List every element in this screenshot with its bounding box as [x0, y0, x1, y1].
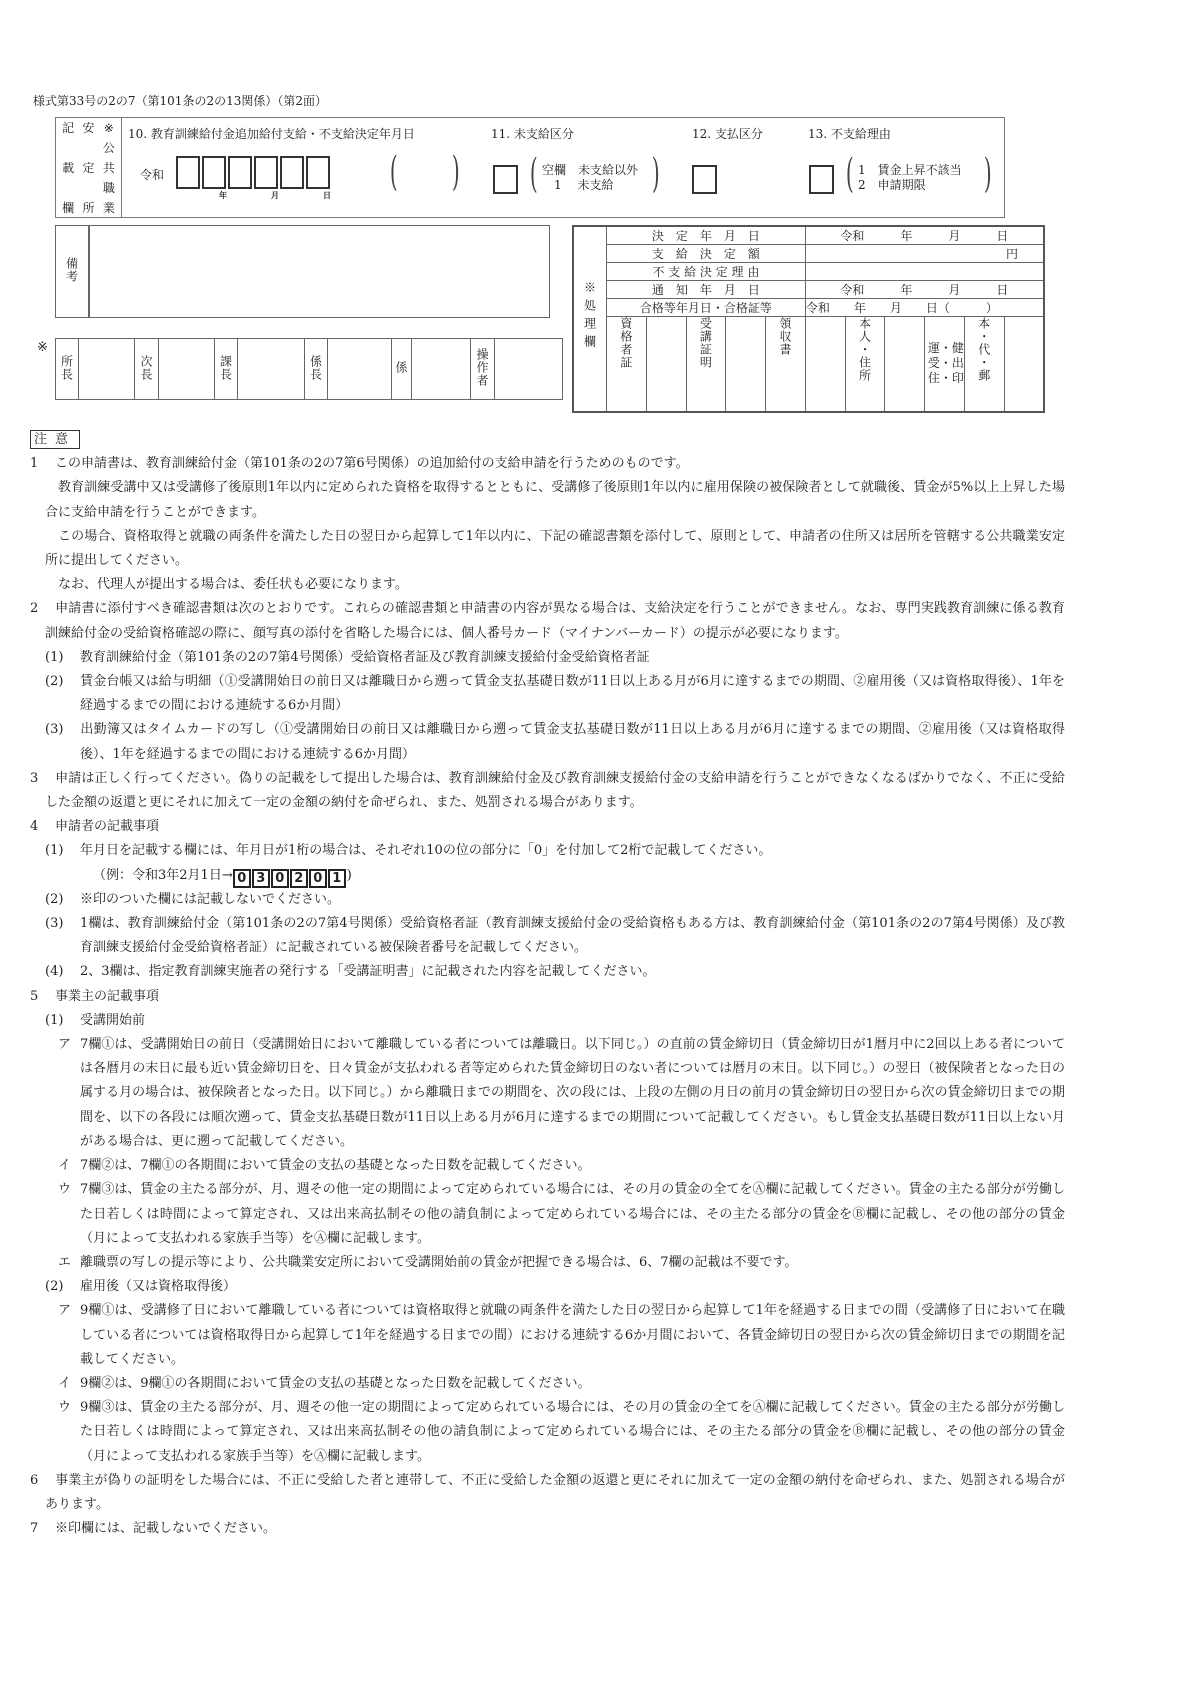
note-item [30, 1154, 1065, 1178]
note-number: 2 [30, 601, 39, 617]
processing-check-text: 受講証明 [698, 317, 713, 369]
side-label-char: 載 [62, 160, 75, 175]
open-paren: ( [845, 151, 854, 197]
processing-row [573, 299, 1044, 317]
staff-stamp-cell[interactable] [238, 339, 305, 400]
example-digit-box: 0 [271, 869, 289, 888]
form-title: 様式第33号の2の7（第101条の2の13関係）（第2面） [33, 94, 327, 108]
note-item [30, 718, 1065, 766]
processing-check-text: 資格者証 [618, 317, 633, 369]
close-paren: ) [451, 149, 460, 195]
note-text: ※印欄には、記載しないでください。 [55, 1521, 277, 1537]
note-number: 4 [30, 819, 39, 835]
note-number: イ [58, 1158, 72, 1174]
processing-row-value[interactable]: 令和 年 月 日 [805, 226, 1044, 245]
era-label: 令和 [140, 168, 165, 182]
note-text: （例：令和3年2月1日→ [93, 867, 233, 883]
note-number: (1) [45, 649, 64, 665]
note-text: 教育訓練受講中又は受講修了後原則1年以内に定められた資格を取得するとともに、受講修了後原則1年以内に雇用保険の被保険者として就職後、賃金が5%以上上昇した場合に支給申請を行うことができます。 [45, 480, 1065, 520]
note-text: 離職票の写しの提示等により、公共職業安定所において受講開始前の賃金が把握できる場合は、6、7欄の記載は不要です。 [80, 1254, 798, 1270]
processing-row [573, 263, 1044, 281]
processing-method-options: 運・健 受・出 住・印 [925, 317, 965, 412]
field-10-label: 10. 教育訓練給付金追加給付支給・不支給決定年月日 [128, 127, 415, 141]
note-text: 事業主の記載事項 [55, 988, 160, 1004]
processing-row-value[interactable]: 円 [805, 245, 1044, 263]
field-12-label: 12. 支払区分 [692, 127, 763, 141]
processing-row-label: 不 支 給 決 定 理 由 [607, 263, 806, 281]
note-number: 3 [30, 770, 39, 786]
office-use-box [55, 117, 1005, 218]
side-label-char: 職 [102, 180, 115, 195]
processing-row-value[interactable]: 令和 年 月 日（ ） [805, 299, 1044, 317]
processing-row-label: 通 知 年 月 日 [607, 281, 806, 299]
office-use-side-label [56, 118, 122, 217]
note-item [30, 525, 1065, 573]
note-text: 7欄②は、7欄①の各期間において賃金の支払の基礎となった日数を記載してください。 [80, 1158, 591, 1174]
asterisk-mark: ※ [37, 340, 48, 355]
close-paren: ) [983, 151, 992, 197]
note-text: 9欄①は、受講修了日において離職している者については資格取得と就職の両条件を満たした日の翌日から起算して1年を経過する日までの間（受講修了日において在職している者については資格取得日から起算して1年を経過する日までの間）における連続する6か月間において、各賃金締切日の翌日から次の賃金締切日までの期間を記載してください。 [80, 1303, 1065, 1367]
note-text: 賃金台帳又は給与明細（①受講開始日の前日又は離職日から遡って賃金支払基礎日数が11日以上ある月が6月に達するまでの期間、②雇用後（又は資格取得後）、1年を経過するまでの間における連続する6か月間） [80, 674, 1065, 714]
note-item [30, 1033, 1065, 1154]
note-text: 9欄③は、賃金の主たる部分が、月、週その他一定の期間によって定められている場合には、その月の賃金の全てをⒶ欄に記載してください。賃金の主たる部分が労働した日若しくは時間によって算定され、又は出来高払制その他の請負制によって定められている場合には、その主たる部分の賃金をⒷ欄に記載し、その他の部分の賃金（月によって支払われる家族手当等）をⒶ欄に記載します。 [80, 1400, 1066, 1464]
note-text: ※印のついた欄には記載しないでください。 [80, 891, 341, 907]
note-number: 5 [30, 988, 39, 1004]
note-item [30, 1396, 1065, 1469]
remarks-field[interactable] [89, 226, 550, 318]
notes-section [30, 428, 1065, 1541]
note-item [30, 1517, 1065, 1541]
example-digit-box: 0 [233, 869, 251, 888]
staff-role-text: 操作者 [475, 348, 489, 387]
staff-stamp-cell[interactable] [412, 339, 471, 400]
staff-role-label [471, 339, 495, 400]
staff-stamp-cell[interactable] [159, 339, 215, 400]
note-item [30, 815, 1065, 839]
date-digit-box[interactable] [176, 156, 200, 189]
payment-category-box[interactable] [692, 165, 717, 194]
side-label-char: 所 [82, 200, 95, 215]
processing-bottom-row [573, 317, 1044, 412]
note-item [30, 1372, 1065, 1396]
staff-stamp-cell[interactable] [495, 339, 563, 400]
open-paren: ( [389, 149, 398, 195]
staff-approval-row [55, 338, 563, 400]
note-number: 7 [30, 1521, 39, 1537]
example-close: ) [346, 867, 352, 883]
note-item [30, 1251, 1065, 1275]
notes-heading: 注意 [30, 430, 80, 449]
processing-check-label [686, 317, 726, 412]
note-item [30, 1275, 1065, 1299]
staff-stamp-cell[interactable] [79, 339, 135, 400]
note-number: イ [58, 1375, 72, 1391]
staff-role-text: 所長 [59, 354, 74, 381]
note-number: (2) [45, 1279, 64, 1295]
staff-role-text: 課長 [218, 354, 233, 381]
staff-role-text: 係長 [308, 354, 323, 381]
remarks-box [55, 225, 550, 318]
processing-row [573, 281, 1044, 299]
processing-delivery-text: 本・代・郵 [976, 317, 991, 382]
note-text: 出勤簿又はタイムカードの写し（①受講開始日の前日又は離職日から遡って賃金支払基礎日数が11日以上ある月が6月に達するまでの期間、②雇用後（又は資格取得後）、1年を経過するまでの間における連続する6か月間） [80, 722, 1065, 762]
side-label-char: 定 [82, 160, 95, 175]
staff-role-label [392, 339, 412, 400]
day-unit: 日 [323, 190, 331, 200]
note-text: 7欄①は、受講開始日の前日（受講開始日において離職している者については離職日。以下同じ。）の直前の賃金締切日（賃金締切日が1暦月中に2回以上ある者については各暦月の末日に最も近い賃金締切日を、日々賃金が支払われる者等定められた賃金締切日のない者については暦月の末日。以下同じ。）の翌日（被保険者となった日の属する月の場合は、被保険者となった日。以下同じ。）から離職日までの期間を、次の段には、上段の左側の月日の前月の賃金締切日の翌日から次の賃金締切日までの期間を、以下の各段には順次遡って、賃金支払基礎日数が11日以上ある月が6月に達するまでの期間について記載してください。もし賃金支払基礎日数が11日以上ない月がある場合は、更に遡って記載してください。 [80, 1037, 1065, 1149]
staff-role-text: 次長 [139, 354, 153, 381]
unpaid-category-box[interactable] [493, 165, 518, 194]
note-text: 雇用後（又は資格取得後） [80, 1279, 237, 1295]
processing-side-label [573, 226, 607, 412]
note-number: ア [58, 1037, 72, 1053]
staff-role-label [305, 339, 328, 400]
side-label-char: 記 [62, 121, 75, 136]
note-item [30, 1178, 1065, 1251]
processing-check-label [845, 317, 885, 412]
date-digit-box[interactable] [228, 156, 252, 189]
processing-row [573, 226, 1044, 245]
date-digit-box[interactable] [202, 156, 226, 189]
non-payment-reason-options: 1 賃金上昇不該当 2 申請期限 [858, 163, 962, 192]
note-number: (2) [45, 891, 64, 907]
processing-check-text: 本人・住所 [857, 317, 872, 382]
note-item [30, 960, 1065, 984]
note-number: ア [58, 1303, 72, 1319]
staff-role-label [135, 339, 159, 400]
processing-check-cell[interactable] [805, 317, 845, 412]
processing-box [572, 225, 1045, 413]
note-text: 9欄②は、9欄①の各期間において賃金の支払の基礎となった日数を記載してください。 [80, 1375, 591, 1391]
processing-check-cell[interactable] [885, 317, 925, 412]
note-item [30, 864, 1065, 888]
note-text: この申請書は、教育訓練給付金（第101条の2の7第6号関係）の追加給付の支給申請を行うためのものです。 [55, 456, 689, 472]
note-item [30, 1299, 1065, 1372]
note-item [30, 476, 1065, 524]
staff-role-label [215, 339, 238, 400]
note-item [30, 767, 1065, 815]
processing-row-label: 支 給 決 定 額 [607, 245, 806, 263]
note-item [30, 646, 1065, 670]
side-label-char: 業 [102, 200, 115, 215]
note-item [30, 1469, 1065, 1517]
note-item [30, 670, 1065, 718]
remarks-label: 備考 [64, 257, 79, 283]
year-unit: 年 [219, 190, 227, 200]
staff-stamp-cell[interactable] [328, 339, 392, 400]
note-number: エ [58, 1254, 72, 1270]
close-paren: ) [651, 151, 660, 197]
note-text: 事業主が偽りの証明をした場合には、不正に受給した者と連帯して、不正に受給した金額の返還と更にそれに加えて一定の金額の納付を命ぜられ、また、処罰される場合があります。 [45, 1472, 1065, 1512]
note-item [30, 1009, 1065, 1033]
unpaid-category-options: 空欄 未支給以外 1 未支給 [542, 163, 639, 192]
note-text: 2、3欄は、指定教育訓練実施者の発行する「受講証明書」に記載された内容を記載してください。 [80, 964, 656, 980]
month-unit: 月 [271, 190, 279, 200]
example-digit-box: 2 [290, 869, 308, 888]
note-text: 申請は正しく行ってください。偽りの記載をして提出した場合は、教育訓練給付金及び教育訓練支援給付金の支給申請を行うことができなくなるばかりでなく、不正に受給した金額の返還と更にそれに加えて一定の金額の納付を命ぜられ、また、処罰される場合があります。 [45, 770, 1065, 811]
note-item [30, 573, 1065, 597]
note-number: (3) [45, 916, 64, 932]
note-text: 申請書に添付すべき確認書類は次のとおりです。これらの確認書類と申請書の内容が異なる場合は、支給決定を行うことができません。なお、専門実践教育訓練に係る教育訓練給付金の受給資格確認の際に、顔写真の添付を省略した場合には、個人番号カード（マイナンバーカード）の提示が必要になります。 [45, 601, 1065, 641]
note-item [30, 888, 1065, 912]
processing-check-label [766, 317, 806, 412]
note-text: 1欄は、教育訓練給付金（第101条の2の7第4号関係）受給資格者証（教育訓練支援給付金の受給資格もある方は、教育訓練給付金（第101条の2の7第4号関係）及び教育訓練支援給付金受給資格者証）に記載されている被保険者番号を記載してください。 [80, 916, 1065, 956]
note-text: なお、代理人が提出する場合は、委任状も必要になります。 [58, 577, 408, 593]
field-13-label: 13. 不支給理由 [808, 127, 891, 141]
processing-check-cell[interactable] [726, 317, 766, 412]
note-item [30, 985, 1065, 1009]
note-text: 申請者の記載事項 [55, 819, 160, 835]
note-number: ウ [58, 1182, 72, 1198]
field-11-label: 11. 未支給区分 [491, 127, 574, 141]
note-text: 7欄③は、賃金の主たる部分が、月、週その他一定の期間によって定められている場合には、その月の賃金の全てをⒶ欄に記載してください。賃金の主たる部分が労働した日若しくは時間によって算定され、又は出来高払制その他の請負制によって定められている場合には、その主たる部分の賃金をⒷ欄に記載し、その他の部分の賃金（月によって支払われる家族手当等）をⒶ欄に記載します。 [80, 1182, 1066, 1246]
processing-row-label: 合格等年月日・合格証等 [607, 299, 806, 317]
processing-check-text: 領収書 [777, 317, 792, 356]
note-item [30, 839, 1065, 863]
note-number: (4) [45, 964, 64, 980]
note-number: (1) [45, 843, 64, 859]
side-label-char: 共 [102, 160, 115, 175]
processing-check-cell[interactable] [646, 317, 686, 412]
processing-row-label: 決 定 年 月 日 [607, 226, 806, 245]
note-item [30, 597, 1065, 645]
non-payment-reason-box[interactable] [809, 165, 834, 194]
example-digit-box: 0 [309, 869, 327, 888]
processing-row-value[interactable]: 令和 年 月 日 [805, 281, 1044, 299]
note-number: (1) [45, 1012, 64, 1028]
note-item [30, 912, 1065, 960]
note-text: 教育訓練給付金（第101条の2の7第4号関係）受給資格者証及び教育訓練支援給付金受給資格者証 [80, 649, 650, 665]
processing-side-text: ※処理欄 [582, 281, 597, 354]
note-number: 6 [30, 1472, 39, 1488]
side-label-char: 欄 [62, 200, 75, 215]
example-digit-box: 1 [328, 869, 346, 888]
date-digit-box[interactable] [254, 156, 278, 189]
processing-row [573, 245, 1044, 263]
open-paren: ( [529, 151, 538, 197]
date-digit-box[interactable] [280, 156, 304, 189]
note-text: 受講開始前 [80, 1012, 146, 1028]
note-number: (2) [45, 674, 64, 690]
processing-row-value[interactable] [805, 263, 1044, 281]
processing-delivery-label [964, 317, 1004, 412]
side-label-char: 安 [82, 121, 95, 136]
staff-role-label [56, 339, 79, 400]
note-number: 1 [30, 456, 39, 472]
side-label-char: ※ [103, 120, 114, 135]
processing-check-label [607, 317, 647, 412]
note-text: この場合、資格取得と就職の両条件を満たした日の翌日から起算して1年以内に、下記の確認書類を添付して、原則として、申請者の住所又は居所を管轄する公共職業安定所に提出してください。 [45, 528, 1065, 569]
note-item [30, 452, 1065, 476]
note-number: (3) [45, 722, 64, 738]
note-text: 年月日を記載する欄には、年月日が1桁の場合は、それぞれ10の位の部分に「0」を付加して2桁で記載してください。 [80, 843, 772, 859]
note-number: ウ [58, 1400, 72, 1416]
date-digit-box[interactable] [306, 156, 330, 189]
example-digit-box: 3 [252, 869, 270, 888]
staff-role-text: 係 [394, 361, 408, 374]
side-label-char: 公 [102, 141, 115, 156]
